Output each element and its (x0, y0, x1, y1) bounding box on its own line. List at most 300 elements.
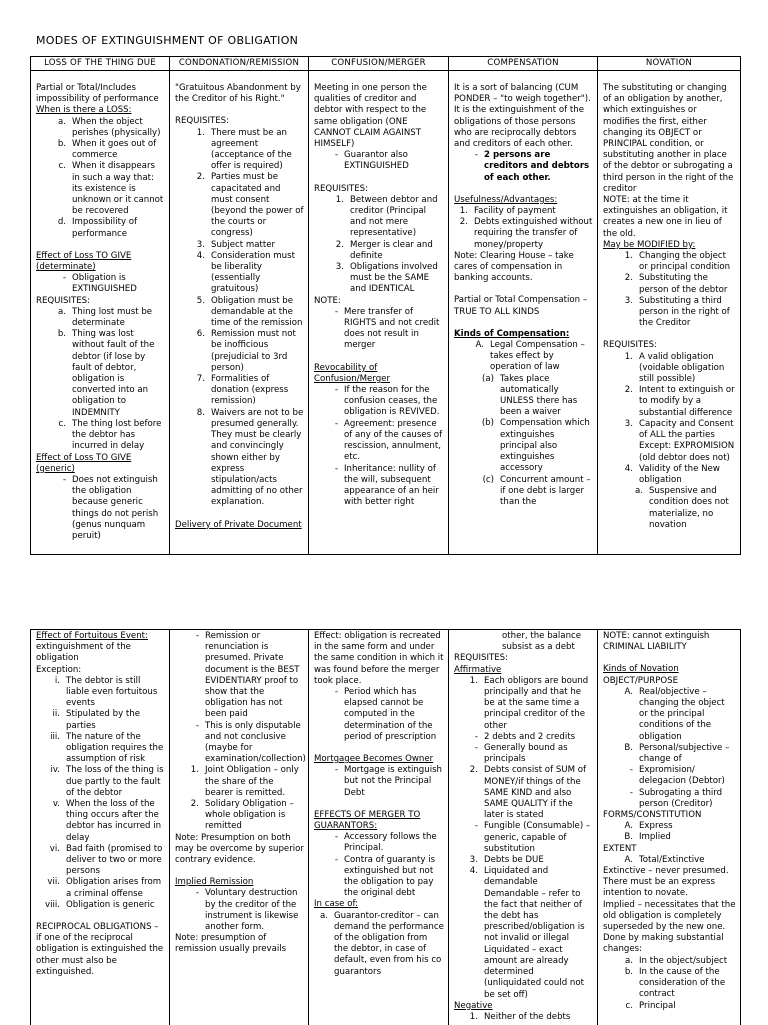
list-marker: - (334, 832, 338, 843)
list-marker: 4. (624, 463, 633, 474)
list-item-text: Debts be DUE (484, 855, 544, 866)
list-item-text: Obligations involved must be the SAME and IDENTICAL (350, 262, 438, 295)
list-item (314, 195, 444, 240)
list-marker: 7. (196, 374, 205, 385)
column-body (170, 71, 308, 531)
list-item-text: If the reason for the confusion ceases, the obligation is REVIVED. (344, 385, 440, 418)
list-item (175, 721, 304, 766)
list-item-text: Capacity and Consent of ALL the parties Except: EXPROMISION (old debtor does not) (639, 418, 735, 463)
list-marker: a. (625, 955, 633, 966)
list-marker: A. (475, 340, 484, 351)
list-marker: vii. (47, 877, 60, 888)
list-item-text: Contra of guaranty is extinguished but not the obligation to pay the original debt (344, 854, 436, 899)
list-item (454, 866, 593, 1000)
list-marker: - (334, 687, 338, 698)
list-item-text: Remission or renunciation is presumed. Private document is the BEST EVIDENTIARY proof to show that the obligation has not been paid (205, 631, 300, 720)
list-item-text: Neither of the debts (484, 1011, 571, 1022)
list-item (36, 709, 165, 731)
list-item (36, 844, 165, 878)
list-item-text: Remission must not be inofficious (prejudicial to 3rd person) (211, 329, 296, 373)
list-marker: 1. (335, 194, 344, 205)
list-item (603, 464, 736, 486)
list-item-text: Suspensive and condition does not materialize, no novation (649, 486, 729, 530)
list-item-text: Generally bound as principals (484, 743, 568, 765)
list-item-text: Principal (639, 1000, 676, 1011)
list-item-text: 2 debts and 2 credits (484, 731, 576, 742)
list-item (603, 1001, 736, 1012)
list-item-text: Merger is clear and definite (350, 239, 433, 261)
list-item-text: Total/Extinctive (639, 854, 705, 865)
list-item (175, 408, 304, 509)
list-marker: 3. (624, 418, 633, 429)
list-item (603, 419, 736, 464)
list-item-text: Formalities of donation (express remission) (211, 374, 289, 407)
list-item (175, 251, 304, 296)
list-item (36, 765, 165, 799)
list-item (314, 262, 444, 296)
spacer (36, 240, 165, 251)
list-marker: (a) (482, 373, 494, 384)
list-item-text: Real/objective – changing the object or the principal conditions of the obligation (639, 686, 725, 742)
spacer (603, 329, 736, 340)
list-item-text: Waivers are not to be presumed generally. They must be clearly and convincingly shown either by express stipulation/acts admitting of no other explanation. (211, 407, 304, 508)
list-item-text: In the object/subject (639, 955, 728, 966)
paragraph: other, the balance subsist as a debt (502, 631, 582, 653)
list-marker: - (195, 888, 199, 899)
list-item-text: Debts consist of SUM of MONEY/if things of the SAME KIND and also SAME QUALITY if the later is stated (484, 765, 587, 821)
paragraph: Note: Clearing House – take cares of compensation in banking accounts. (454, 250, 574, 284)
list-marker: a. (320, 910, 328, 921)
list-item (36, 419, 165, 453)
paragraph: EXTENT (603, 843, 637, 854)
column-loss (31, 57, 170, 554)
list-marker: a. (58, 306, 66, 317)
spacer (454, 318, 593, 329)
list-marker: - (629, 765, 633, 776)
list-item-text: Implied (639, 832, 671, 843)
spacer (175, 509, 304, 520)
column-novation (598, 57, 740, 554)
list-item-text: Thing lost must be determinate (72, 306, 153, 329)
spacer (454, 184, 593, 195)
list-marker: 3. (335, 262, 344, 273)
list-item (603, 251, 736, 273)
list-marker: - (474, 743, 478, 754)
column-body (309, 71, 448, 508)
paragraph: Exception: (36, 664, 82, 675)
list-marker: 1. (459, 206, 468, 217)
column-condonation (170, 57, 309, 554)
paragraph: When is there a LOSS: (36, 105, 132, 116)
list-item (175, 631, 304, 721)
list-item-text: Subrogating a third person (Creditor) (639, 787, 723, 809)
column-body (31, 71, 169, 542)
list-item (603, 296, 736, 330)
paragraph: Revocability of Confusion/Merger (314, 362, 391, 384)
list-item (454, 475, 593, 509)
list-item-text: The thing lost before the debtor has incurred in delay (72, 418, 162, 452)
list-marker: - (62, 273, 66, 284)
list-item (175, 799, 304, 833)
list-marker: - (334, 463, 338, 474)
paragraph: EFFECTS OF MERGER TO GUARANTORS: (314, 809, 421, 832)
list-item (36, 217, 165, 239)
paragraph: RECIPROCAL OBLIGATIONS – if one of the reciprocal obligation is extinguished the other must also be extinguished. (36, 922, 164, 977)
list-item (603, 967, 736, 1001)
list-marker: c. (58, 161, 66, 172)
paragraph: Delivery of Private Document (175, 519, 302, 530)
list-item (36, 117, 165, 139)
list-item-text: Solidary Obligation – whole obligation is remitted (205, 799, 294, 832)
header-confusion: CONFUSION/MERGER (309, 57, 448, 71)
list-item (454, 732, 593, 743)
list-item-text: There must be an agreement (acceptance of the offer is required) (211, 127, 292, 172)
list-marker: iv. (50, 765, 60, 776)
list-marker: 2. (196, 172, 205, 183)
list-item-text: Compensation which extinguishes principal also extinguishes accessory (500, 418, 590, 474)
list-marker: a. (58, 116, 66, 127)
list-marker: 3. (624, 295, 633, 306)
list-item-text: Obligation must be demandable at the time of the remission (211, 295, 303, 329)
paragraph: NOTE: cannot extinguish CRIMINAL LIABILITY (603, 631, 710, 653)
column-compensation (449, 57, 598, 554)
list-item (454, 340, 593, 374)
paragraph: Usefulness/Advantages: (454, 194, 558, 205)
column-confusion (309, 57, 449, 554)
list-marker: 1. (469, 1011, 478, 1022)
list-marker: - (474, 150, 478, 161)
paragraph: Implied Remission (175, 877, 254, 888)
paragraph: Partial or Total Compensation – TRUE TO ALL KINDS (454, 295, 588, 317)
list-marker: 2. (624, 385, 633, 396)
list-marker: 2. (624, 273, 633, 284)
list-item-text: Stipulated by the parties (66, 709, 140, 731)
list-item (454, 217, 593, 251)
list-item-text: A valid obligation (voidable obligation still possible) (639, 351, 725, 385)
list-marker: 8. (196, 407, 205, 418)
list-item (314, 240, 444, 262)
column-body (598, 71, 740, 531)
paragraph: REQUISITES: (36, 295, 91, 306)
list-item-text: Changing the object or principal condition (639, 251, 731, 273)
list-item (454, 743, 593, 765)
list-marker: 1. (190, 765, 199, 776)
paragraph: OBJECT/PURPOSE (603, 675, 679, 686)
list-item (175, 888, 304, 933)
paragraph: It is a sort of balancing (CUM PONDER – "to weigh together"). It is the extinguishment of the obligations of those persons who are reciprocally debtors and creditors of each other. (454, 83, 591, 150)
paragraph: The substituting or changing of an obligation by another, which extinguishes or modifies the first, either changing its OBJECT or PRINCIPAL condition, or substituting another in place of the debtor or subrogating a third person in the right of the creditor (603, 83, 734, 194)
list-item (314, 855, 444, 900)
paragraph: Done by making substantial changes: (603, 933, 724, 955)
list-item (454, 676, 593, 732)
list-marker: d. (57, 217, 66, 228)
list-marker: - (334, 854, 338, 865)
list-item (36, 799, 165, 844)
list-item (314, 911, 444, 978)
list-item-text: Voluntary destruction by the creditor of the instrument is likewise another form. (205, 888, 299, 933)
list-item (454, 374, 593, 419)
list-item-text: In the cause of the consideration of the contract (639, 966, 726, 1000)
column-body (170, 630, 308, 956)
list-marker: b. (57, 139, 66, 150)
list-item (175, 296, 304, 330)
list-marker: - (334, 418, 338, 429)
list-item-text: 2 persons are creditors and debtors of each other. (484, 150, 590, 183)
list-item-text: Validity of the New obligation (639, 463, 720, 485)
list-item-text: The nature of the obligation requires the assumption of risk (66, 731, 164, 765)
list-item-text: Expromision/ delegacion (Debtor) (639, 765, 725, 787)
header-compensation: COMPENSATION (449, 57, 597, 71)
list-marker: - (334, 306, 338, 317)
column-body (598, 630, 740, 1012)
list-item (454, 855, 593, 866)
list-marker: iii. (50, 731, 60, 742)
list-item-text: When it disappears in such a way that: its existence is unknown or it cannot be recovered (72, 161, 164, 217)
list-marker: 5. (196, 295, 205, 306)
paragraph: NOTE: (314, 295, 341, 306)
paragraph: Mortgagee Becomes Owner (314, 754, 434, 765)
list-item-text: Concurrent amount – if one debt is larger than the (500, 474, 591, 507)
list-item-text: The loss of the thing is due partly to the fault of the debtor (66, 765, 164, 798)
list-item (454, 1012, 593, 1023)
column-body (309, 630, 448, 978)
paragraph: Note: presumption of remission usually prevails (175, 933, 287, 955)
list-item (314, 307, 444, 352)
list-marker: b. (624, 966, 633, 977)
list-marker: (b) (481, 418, 494, 429)
list-item-text: Fungible (Consumable) – generic, capable of substitution (484, 821, 591, 854)
spacer (175, 866, 304, 877)
list-item-text: This is only disputable and not conclusive (maybe for examination/collection) (205, 720, 306, 765)
list-item (603, 855, 736, 866)
list-item-text: Joint Obligation – only the share of the bearer is remitted. (205, 765, 299, 798)
list-marker: - (195, 720, 199, 731)
list-item (603, 821, 736, 832)
list-item (36, 877, 165, 899)
list-marker: 6. (196, 329, 205, 340)
list-item-text: When it goes out of commerce (72, 139, 157, 161)
table-page-top (30, 56, 741, 555)
column-body (449, 71, 597, 508)
list-item-text: When the object perishes (physically) (72, 116, 161, 138)
header-condonation: CONDONATION/REMISSION (170, 57, 308, 71)
list-marker: 4. (469, 866, 478, 877)
column-compensation-cont (449, 630, 598, 1025)
paragraph: Kinds of Compensation: (454, 328, 570, 339)
list-item-text: Agreement: presence of any of the causes of rescission, annulment, etc. (344, 418, 443, 463)
list-marker: a. (635, 486, 643, 497)
list-item-text: Liquidated and demandable Demandable – refer to the fact that neither of the debt has prescribed/obligation is not invalid or illegal Liquidated – exact amount are already determined (unliquidated could not be set off) (484, 866, 585, 1000)
list-marker: 1. (469, 675, 478, 686)
list-item (36, 475, 165, 542)
list-item (175, 128, 304, 173)
list-item-text: Express (639, 821, 673, 832)
spacer (603, 653, 736, 664)
list-item (603, 788, 736, 810)
header-novation: NOVATION (598, 57, 740, 71)
list-item-text: The debtor is still liable even fortuitous events (66, 675, 158, 709)
column-body (449, 630, 597, 1023)
list-item (36, 732, 165, 766)
paragraph: In case of: (314, 899, 359, 910)
table-page-bottom (30, 629, 741, 1025)
paragraph: Negative (454, 1000, 493, 1011)
list-marker: - (474, 731, 478, 742)
list-marker: b. (57, 329, 66, 340)
list-marker: v. (52, 799, 60, 810)
list-item (603, 687, 736, 743)
list-item-text: Takes place automatically UNLESS there has been a waiver (500, 373, 578, 418)
list-item-text: Bad faith (promised to deliver to two or more persons (66, 843, 163, 877)
column-loss-cont (31, 630, 170, 1025)
list-item (603, 832, 736, 843)
paragraph: Effect of Loss TO GIVE (determinate) (36, 250, 132, 273)
list-item-text: Legal Compensation – takes effect by operation of law (490, 340, 585, 373)
list-marker: - (474, 821, 478, 832)
list-item (454, 821, 593, 855)
list-item (175, 765, 304, 799)
paragraph: REQUISITES: (314, 183, 369, 194)
list-item (454, 418, 593, 474)
list-marker: c. (58, 418, 66, 429)
column-body (31, 630, 169, 978)
paragraph: Extinctive – never presumed. There must be an express intention to novate. (603, 866, 729, 899)
list-item (175, 374, 304, 408)
spacer (314, 799, 444, 810)
list-item (36, 139, 165, 161)
list-marker: - (629, 787, 633, 798)
paragraph: "Gratuitous Abandonment by the Creditor of his Right." (175, 83, 301, 105)
paragraph: extinguishment of the obligation (36, 642, 131, 664)
document-title: MODES OF EXTINGUISHMENT OF OBLIGATION (36, 34, 299, 47)
paragraph: REQUISITES: (603, 340, 658, 351)
list-marker: 2. (190, 799, 199, 810)
list-item (36, 161, 165, 217)
list-item (314, 150, 444, 172)
paragraph: Effect of Loss TO GIVE (generic) (36, 452, 132, 474)
list-item (314, 832, 444, 854)
list-marker: - (62, 474, 66, 485)
paragraph: FORMS/CONSTITUTION (603, 810, 702, 821)
list-marker: vi. (49, 843, 60, 854)
list-item-text: Obligation is EXTINGUISHED (72, 273, 137, 295)
list-item-text: Facility of payment (474, 206, 556, 217)
list-item (36, 900, 165, 911)
list-item-text: Consideration must be liberality (essentially gratuitous) (211, 250, 295, 295)
list-item-text: Subject matter (211, 239, 276, 250)
list-item-text: Guarantor-creditor – can demand the performance of the obligation from the debtor, in case of default, even from his co guarantors (334, 910, 444, 977)
list-item-text: Mortgage is extinguish but not the Principal Debt (344, 765, 443, 798)
list-item (36, 676, 165, 710)
list-item (603, 486, 736, 531)
list-marker: 3. (196, 239, 205, 250)
list-item (603, 385, 736, 419)
list-item (454, 206, 593, 217)
paragraph: May be MODIFIED by: (603, 239, 696, 250)
list-item-text: Each obligors are bound principally and that he be at the same time a principal creditor of the other (484, 675, 589, 731)
list-marker: - (195, 631, 199, 641)
list-item-text: Obligation is generic (66, 899, 155, 910)
spacer (314, 352, 444, 363)
paragraph: NOTE: at the time it extinguishes an obligation, it creates a new one in lieu of the old. (603, 195, 728, 239)
list-item (175, 329, 304, 374)
list-item-text: Impossibility of performance (72, 217, 138, 239)
list-item-text: Guarantor also EXTINGUISHED (344, 150, 409, 172)
list-item-text: Parties must be capacitated and must consent (beyond the power of the courts or congress) (211, 172, 304, 239)
list-item (603, 743, 736, 765)
list-marker: 4. (196, 250, 205, 261)
list-item-text: Debts extinguished without requiring the transfer of money/property (474, 217, 593, 250)
paragraph: Note: Presumption on both may be overcome by superior contrary evidence. (175, 832, 304, 866)
list-item-text: Intent to extinguish or to modify by a substantial difference (639, 385, 735, 418)
list-marker: - (334, 765, 338, 776)
list-item-text: Inheritance: nullity of the will, subsequent appearance of an heir with better right (344, 463, 439, 508)
list-item (175, 240, 304, 251)
spacer (36, 911, 165, 922)
paragraph: Affirmative (454, 664, 502, 675)
spacer (314, 173, 444, 184)
spacer (175, 105, 304, 116)
list-marker: - (334, 150, 338, 161)
list-item (603, 273, 736, 295)
list-item (603, 765, 736, 787)
list-item (36, 307, 165, 329)
paragraph: Meeting in one person the qualities of creditor and debtor with respect to the same obligation (ONE CANNOT CLAIM AGAINST HIMSELF) (314, 83, 427, 150)
spacer (454, 284, 593, 295)
list-item-text: Obligation arises from a criminal offense (66, 877, 162, 899)
column-novation-cont (598, 630, 740, 1025)
list-marker: (c) (482, 474, 494, 485)
list-item-text: Thing was lost without fault of the debtor (if lose by fault of debtor, obligation is converted into an obligation to INDEMNITY (72, 329, 155, 418)
list-item (314, 419, 444, 464)
list-item-text: When the loss of the thing occurs after the debtor has incurred in delay (66, 799, 162, 843)
list-item-text: Substituting a third person in the right of the Creditor (639, 295, 730, 329)
list-item-text: Between debtor and creditor (Principal and not mere representative) (350, 194, 438, 239)
list-marker: B. (624, 832, 633, 843)
header-loss: LOSS OF THE THING DUE (31, 57, 169, 71)
list-marker: c. (625, 1000, 633, 1011)
list-marker: A. (624, 854, 633, 865)
list-item (454, 765, 593, 821)
list-item (314, 687, 444, 743)
paragraph: Effect of Fortuitous Event: (36, 631, 148, 641)
list-item (314, 385, 444, 419)
spacer (314, 743, 444, 754)
list-item-text: Does not extinguish the obligation because generic things do not perish (genus nunquam peruit) (72, 474, 159, 541)
list-marker: viii. (45, 899, 60, 910)
list-marker: 1. (196, 127, 205, 138)
column-condonation-cont (170, 630, 309, 1025)
list-item (36, 329, 165, 419)
paragraph: Effect: obligation is recreated in the same form and under the same condition in which it was found before the merger took place. (314, 631, 444, 686)
list-marker: 2. (459, 217, 468, 228)
list-item (36, 273, 165, 295)
list-marker: A. (624, 686, 633, 697)
list-marker: 1. (624, 251, 633, 262)
list-item (314, 464, 444, 509)
list-item (314, 765, 444, 799)
paragraph: Kinds of Novation (603, 664, 679, 675)
paragraph: REQUISITES: (175, 116, 230, 127)
list-item (603, 956, 736, 967)
list-item (603, 352, 736, 386)
column-confusion-cont (309, 630, 449, 1025)
list-item-text: Accessory follows the Principal. (344, 832, 437, 854)
list-marker: B. (624, 742, 633, 753)
list-item-text: Substituting the person of the debtor (639, 273, 728, 295)
list-marker: ii. (52, 709, 60, 720)
list-marker: 3. (469, 855, 478, 866)
